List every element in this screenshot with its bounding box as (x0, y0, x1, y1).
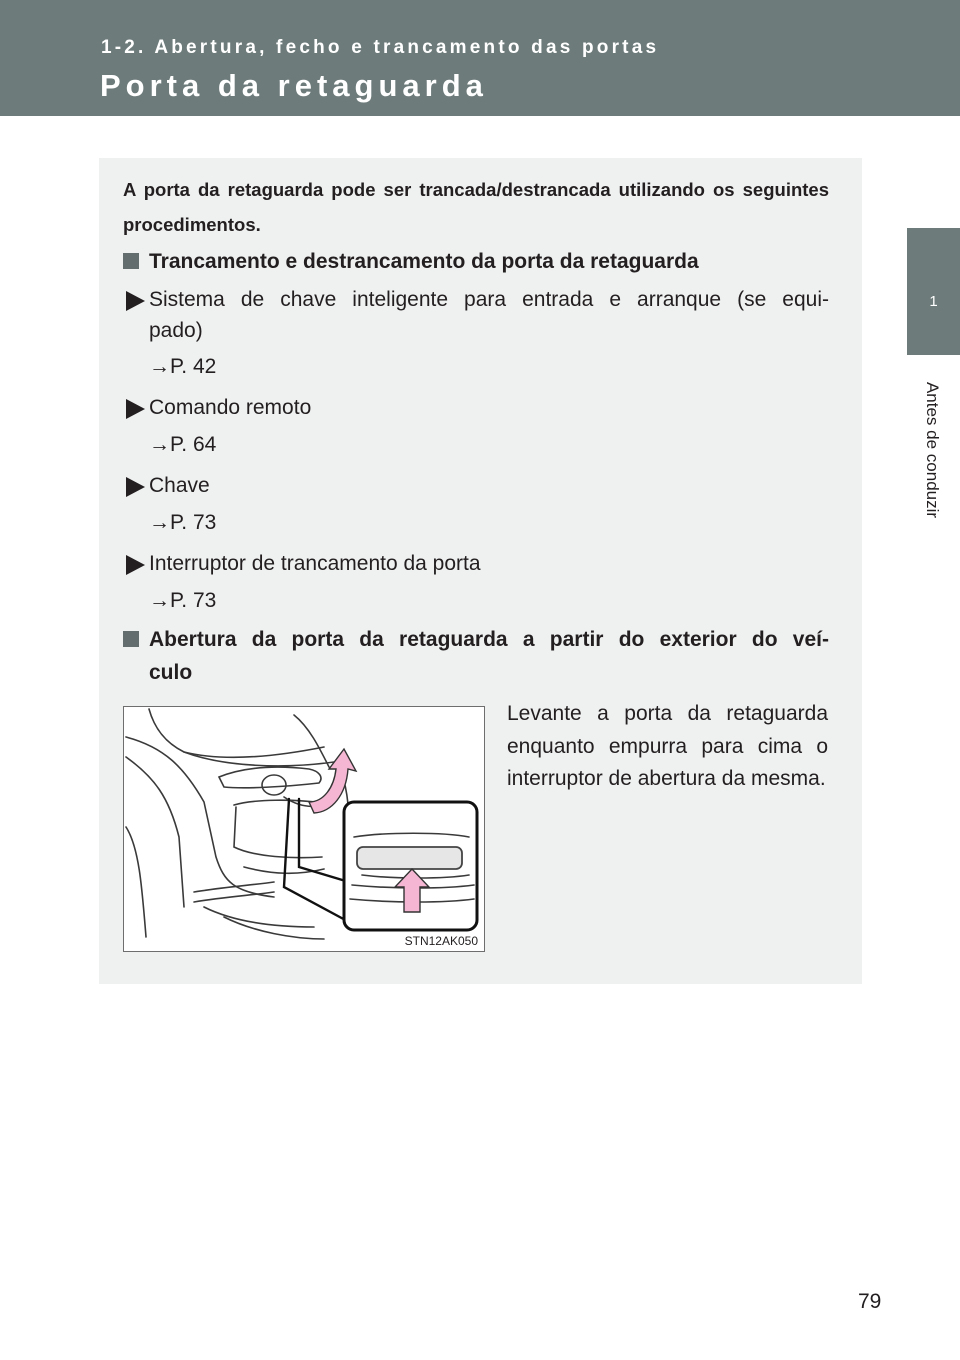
page-title: Porta da retaguarda (100, 68, 488, 103)
page-header (0, 0, 960, 116)
page-reference-link[interactable]: →P. 42 (149, 355, 217, 378)
triangle-bullet-icon (126, 477, 145, 497)
chapter-number: 1 (929, 293, 938, 310)
rear-door-drawing (124, 707, 485, 952)
triangle-bullet-icon (126, 399, 145, 419)
chapter-tab[interactable] (907, 228, 960, 355)
intro-text: A porta da retaguarda pode ser trancada/destrancada utilizando os seguintes procedimentos. (123, 179, 829, 235)
triangle-bullet-icon (126, 291, 145, 311)
list-item-smart-key-cont: pado) (149, 319, 203, 342)
figure-code: STN12AK050 (404, 934, 478, 948)
section-title: 1-2. Abertura, fecho e trancamento das portas (101, 37, 660, 58)
page-reference-link[interactable]: →P. 73 (149, 511, 217, 534)
page-reference-link[interactable]: →P. 73 (149, 589, 217, 612)
square-bullet-icon (123, 253, 139, 269)
square-bullet-icon (123, 631, 139, 647)
chapter-label: Antes de conduzir (923, 381, 942, 519)
tailgate-illustration (123, 706, 485, 952)
triangle-bullet-icon (126, 555, 145, 575)
page-number: 79 (858, 1290, 882, 1313)
illustration-description: Levante a porta da retaguarda enquanto empurra para cima o interruptor de abertura da mesma. (507, 702, 828, 790)
page-reference-link[interactable]: →P. 64 (149, 433, 217, 456)
